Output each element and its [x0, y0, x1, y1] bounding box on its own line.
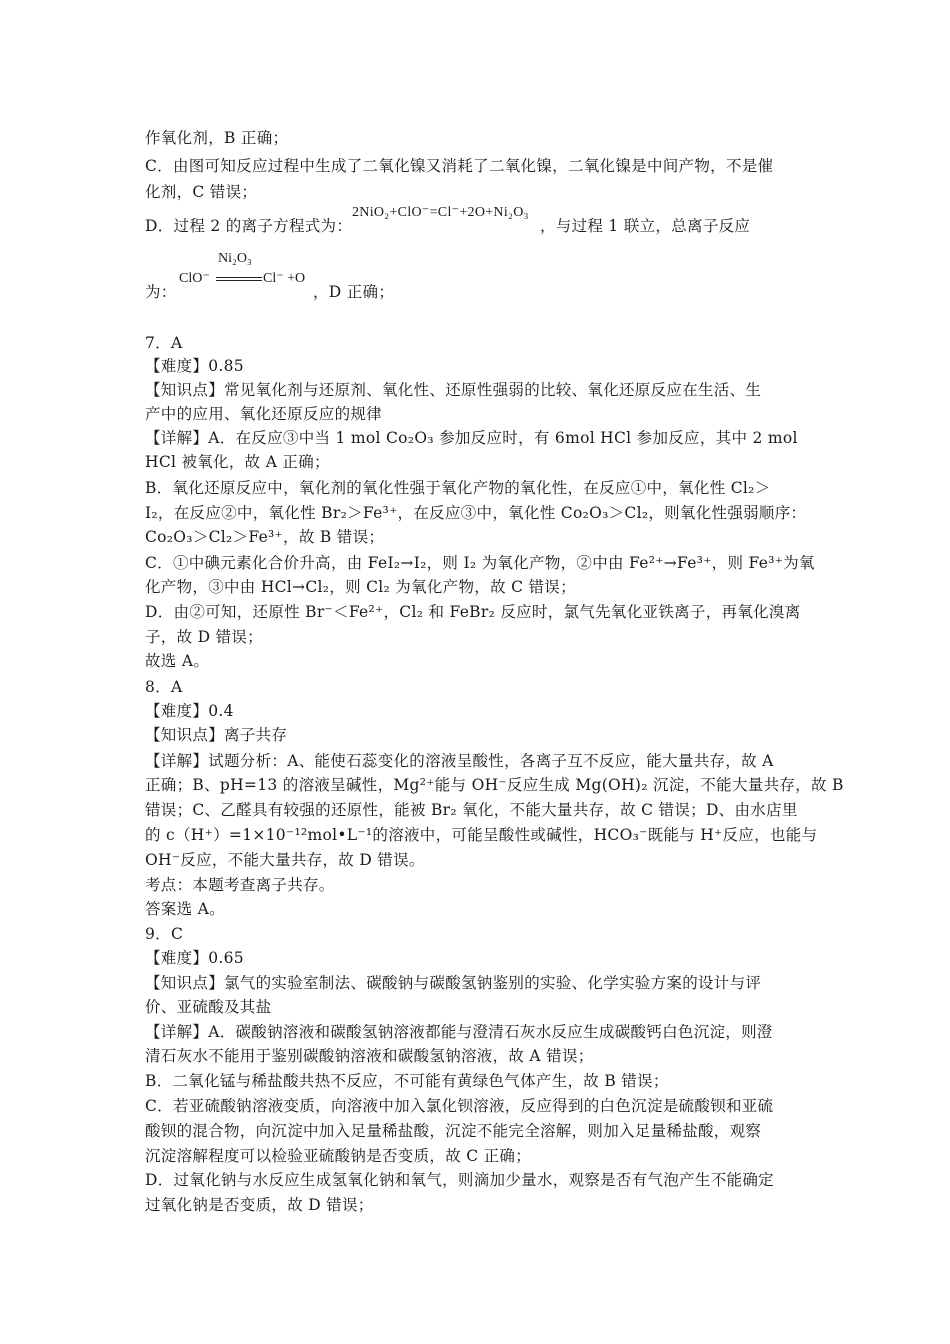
text-line: 化剂，C 错误； — [145, 183, 258, 201]
text-line: 答案选 A。 — [145, 900, 225, 918]
text-line: 【知识点】常见氧化剂与还原剂、氧化性、还原性强弱的比较、氧化还原反应在生活、生 — [145, 381, 762, 399]
text-line: 产中的应用、氧化还原反应的规律 — [145, 405, 383, 423]
text-line: B．氧化还原反应中，氧化剂的氧化性强于氧化产物的氧化性，在反应①中，氧化性 Cl₂＞ — [145, 479, 771, 497]
text-line: D．过程 2 的离子方程式为： — [145, 217, 353, 235]
text-line: 过氧化钠是否变质，故 D 错误； — [145, 1196, 374, 1214]
text-line: 【知识点】氯气的实验室制法、碳酸钠与碳酸氢钠鉴别的实验、化学实验方案的设计与评 — [145, 974, 762, 992]
equation-catalyst: Ni₂O₃ — [218, 251, 252, 266]
text-line: 7．A — [145, 334, 183, 352]
text-line: 子，故 D 错误； — [145, 628, 263, 646]
text-line: Co₂O₃＞Cl₂＞Fe³⁺，故 B 错误； — [145, 528, 385, 546]
text-line: 【详解】A．在反应③中当 1 mol Co₂O₃ 参加反应时，有 6mol HCl 参加反应，其中 2 mol — [145, 429, 798, 447]
text-line: 【难度】0.4 — [145, 702, 234, 720]
text-line: OH⁻反应，不能大量共存，故 D 错误。 — [145, 851, 425, 869]
text-line: 正确；B、pH=13 的溶液呈碱性，Mg²⁺能与 OH⁻反应生成 Mg(OH)₂ 沉淀，不能大量共存，故 B — [145, 776, 844, 794]
text-line: I₂，在反应②中，氧化性 Br₂＞Fe³⁺，在反应③中，氧化性 Co₂O₃＞Cl₂，则氧化性强弱顺序： — [145, 504, 807, 522]
ion-equation-1: 2NiO₂+ClO⁻=Cl⁻+2O+Ni₂O₃ — [352, 205, 529, 220]
text-line: D．由②可知，还原性 Br⁻＜Fe²⁺，Cl₂ 和 FeBr₂ 反应时，氯气先氧化亚铁离子，再氧化溴离 — [145, 603, 801, 621]
text-line: 价、亚硫酸及其盐 — [145, 998, 272, 1016]
text-line: 作氧化剂，B 正确； — [145, 129, 289, 147]
equation-arrow — [216, 277, 262, 281]
text-line: B．二氧化锰与稀盐酸共热不反应，不可能有黄绿色气体产生，故 B 错误； — [145, 1072, 669, 1090]
text-line: 错误；C、乙醛具有较强的还原性，能被 Br₂ 氧化，不能大量共存，故 C 错误；D、由水店里 — [145, 801, 798, 819]
text-line: 沉淀溶解程度可以检验亚硫酸钠是否变质，故 C 正确； — [145, 1147, 532, 1165]
text-line: C．①中碘元素化合价升高，由 FeI₂→I₂，则 I₂ 为氧化产物，②中由 Fe²⁺→Fe³⁺，则 Fe³⁺为氧 — [145, 554, 815, 572]
text-line: 的 c（H⁺）=1×10⁻¹²mol•L⁻¹的溶液中，可能呈酸性或碱性，HCO₃⁻既能与 H⁺反应，也能与 — [145, 826, 818, 844]
text-line: 【难度】0.85 — [145, 357, 244, 375]
text-line: 清石灰水不能用于鉴别碳酸钠溶液和碳酸氢钠溶液，故 A 错误； — [145, 1047, 594, 1065]
text-line: 【详解】试题分析：A、能使石蕊变化的溶液呈酸性，各离子互不反应，能大量共存，故 A — [145, 752, 774, 770]
text-line: D．过氧化钠与水反应生成氢氧化钠和氧气，则滴加少量水，观察是否有气泡产生不能确定 — [145, 1171, 774, 1189]
equation-left: ClO⁻ — [179, 271, 210, 286]
text-line: 故选 A。 — [145, 652, 210, 670]
text-line: 化产物，③中由 HCl→Cl₂，则 Cl₂ 为氧化产物，故 C 错误； — [145, 578, 576, 596]
text-line: 【难度】0.65 — [145, 949, 244, 967]
equation-right: Cl⁻ +O — [263, 271, 306, 286]
text-line: HCl 被氧化，故 A 正确； — [145, 453, 330, 471]
text-line: 8．A — [145, 678, 183, 696]
text-line: 【知识点】离子共存 — [145, 726, 288, 744]
text-line: ，D 正确； — [313, 283, 395, 301]
text-line: 为： — [145, 283, 177, 301]
text-line: 9．C — [145, 925, 184, 943]
text-line: C．若亚硫酸钠溶液变质，向溶液中加入氯化钡溶液，反应得到的白色沉淀是硫酸钡和亚硫 — [145, 1097, 774, 1115]
text-line: 酸钡的混合物，向沉淀中加入足量稀盐酸，沉淀不能完全溶解，则加入足量稀盐酸，观察 — [145, 1122, 762, 1140]
text-line: C．由图可知反应过程中生成了二氧化镍又消耗了二氧化镍，二氧化镍是中间产物，不是催 — [145, 157, 774, 175]
text-line: 考点：本题考查离子共存。 — [145, 876, 335, 894]
text-line: 【详解】A．碳酸钠溶液和碳酸氢钠溶液都能与澄清石灰水反应生成碳酸钙白色沉淀，则澄 — [145, 1023, 773, 1041]
text-line: ，与过程 1 联立，总离子反应 — [540, 217, 751, 235]
